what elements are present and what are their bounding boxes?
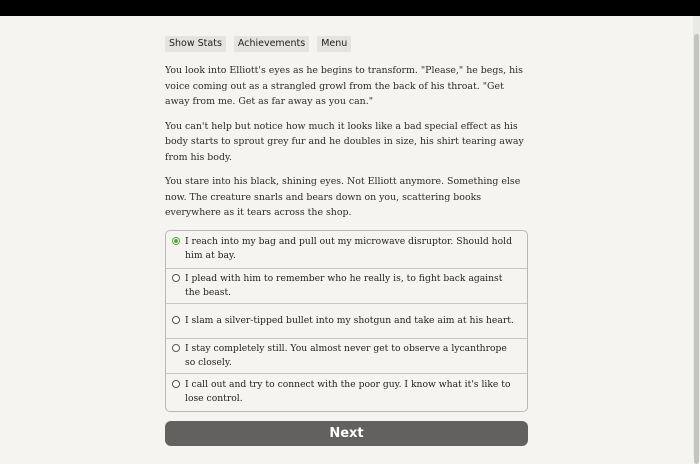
next-button[interactable]: Next: [165, 421, 528, 446]
story-paragraph: You can't help but notice how much it looks like a bad special effect as his body starts to sprout grey fur and he doubles in size, his shirt tearing away from his body.: [165, 120, 524, 163]
radio-button-selected[interactable]: [172, 237, 180, 245]
scrollbar-thumb[interactable]: [694, 34, 699, 464]
game-panel: [165, 36, 528, 446]
choice-option[interactable]: [166, 373, 527, 411]
menu-button[interactable]: Menu: [317, 36, 351, 52]
radio-button[interactable]: [172, 316, 180, 324]
show-stats-button[interactable]: Show Stats: [165, 36, 226, 52]
choice-option[interactable]: [166, 303, 527, 338]
story-text: [165, 63, 528, 221]
choice-option[interactable]: [166, 268, 527, 303]
top-bar: [0, 0, 700, 16]
choice-option[interactable]: [166, 338, 527, 373]
radio-button[interactable]: [172, 344, 180, 352]
choice-label: I stay completely still. You almost never get to observe a lycanthrope so closely.: [185, 342, 507, 368]
radio-button[interactable]: [172, 274, 180, 282]
choice-label: I reach into my bag and pull out my microwave disruptor. Should hold him at bay.: [185, 236, 512, 261]
scrollbar-track[interactable]: [693, 16, 700, 456]
choice-label: I slam a silver-tipped bullet into my shotgun and take aim at his heart.: [185, 314, 514, 326]
story-paragraph: You stare into his black, shining eyes. Not Elliott anymore. Something else now. The creature snarls and bears down on you, scattering books everywhere as it tears across the shop.: [165, 176, 521, 218]
choice-label: I call out and try to connect with the poor guy. I know what it's like to lose control.: [185, 379, 511, 404]
radio-button[interactable]: [172, 380, 180, 388]
story-paragraph: You look into Elliott's eyes as he begins to transform. "Please," he begs, his voice coming out as a strangled growl from the back of his throat. "Get away from me. Get as far away as you can.": [165, 65, 523, 107]
choice-label: I plead with him to remember who he really is, to fight back against the beast.: [185, 272, 503, 298]
choice-list: [165, 230, 528, 412]
toolbar: [165, 36, 528, 52]
achievements-button[interactable]: Achievements: [234, 36, 309, 52]
choice-option[interactable]: [166, 231, 527, 268]
